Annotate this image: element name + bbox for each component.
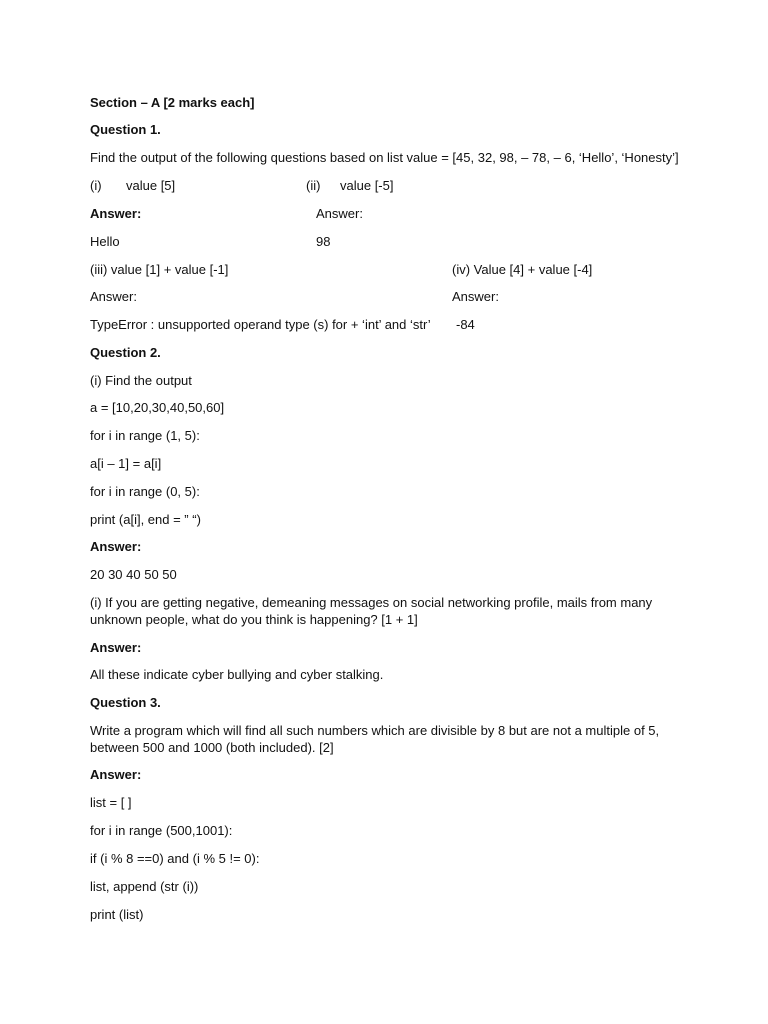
q2-answer-label: Answer: <box>90 539 142 554</box>
q2-answer-label-2: Answer: <box>90 640 142 655</box>
q3-code-line: list = [ ] <box>90 795 132 810</box>
q1-answer-i-label: Answer: <box>90 206 142 221</box>
q1-answer-iii: TypeError : unsupported operand type (s) for + ‘int’ and ‘str’ <box>90 317 431 332</box>
q1-part-ii-expression: value [-5] <box>340 178 394 193</box>
q2-answer-text: All these indicate cyber bullying and cyber stalking. <box>90 667 384 682</box>
q2-code-line: print (a[i], end = ” “) <box>90 512 201 527</box>
question-1-prompt: Find the output of the following questions based on list value = [45, 32, 98, – 78, – 6, ‘Hello’, ‘Honesty’] <box>90 150 679 165</box>
q3-code-line: for i in range (500,1001): <box>90 823 233 838</box>
q2-answer-output: 20 30 40 50 50 <box>90 567 177 582</box>
q3-code-line: print (list) <box>90 907 144 922</box>
section-title: Section – A [2 marks each] <box>90 95 255 110</box>
q2-code-line: for i in range (0, 5): <box>90 484 200 499</box>
q2-code-line: a = [10,20,30,40,50,60] <box>90 400 225 415</box>
q2-part-i2-line-2: unknown people, what do you think is happening? [1 + 1] <box>90 612 418 627</box>
q1-part-i-number: (i) <box>90 178 102 193</box>
q1-answer-iv: -84 <box>456 317 475 332</box>
q1-answer-ii-label: Answer: <box>316 206 363 221</box>
q1-answer-iv-label: Answer: <box>452 289 499 304</box>
question-1-heading: Question 1. <box>90 122 161 137</box>
q1-part-iii: (iii) value [1] + value [-1] <box>90 262 229 277</box>
q2-part-i: (i) Find the output <box>90 373 192 388</box>
question-2-heading: Question 2. <box>90 345 161 360</box>
q3-code-line: if (i % 8 ==0) and (i % 5 != 0): <box>90 851 260 866</box>
question-3-heading: Question 3. <box>90 695 161 710</box>
q2-part-i2-line-1: (i) If you are getting negative, demeaning messages on social networking profile, mails from many <box>90 595 653 610</box>
q1-part-i-expression: value [5] <box>126 178 176 193</box>
q3-prompt-line-2: between 500 and 1000 (both included). [2] <box>90 740 334 755</box>
q3-prompt-line-1: Write a program which will find all such numbers which are divisible by 8 but are not a multiple of 5, <box>90 723 660 738</box>
q1-part-ii-number: (ii) <box>306 178 321 193</box>
q1-answer-i: Hello <box>90 234 120 249</box>
q1-answer-iii-label: Answer: <box>90 289 137 304</box>
q1-part-iv: (iv) Value [4] + value [-4] <box>452 262 593 277</box>
q2-code-line: for i in range (1, 5): <box>90 428 200 443</box>
q2-code-line: a[i – 1] = a[i] <box>90 456 162 471</box>
q3-answer-label: Answer: <box>90 767 142 782</box>
q3-code-line: list, append (str (i)) <box>90 879 199 894</box>
q1-answer-ii: 98 <box>316 234 331 249</box>
